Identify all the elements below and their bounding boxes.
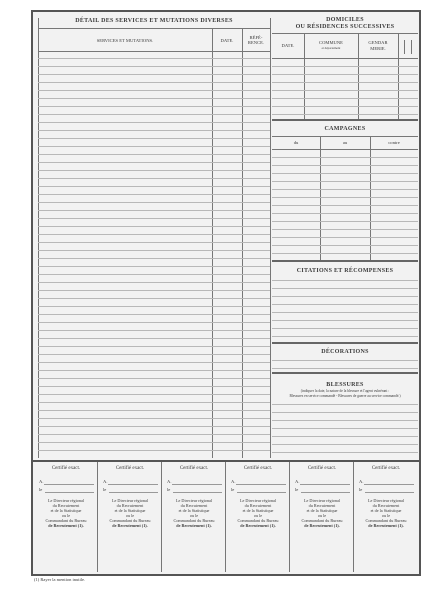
certificate-place-label: A. [39, 479, 44, 484]
certificate-place-line [44, 484, 94, 485]
services-writing-line [38, 394, 270, 395]
certificate-signature-line: et de la Statistique [242, 508, 274, 513]
certificate-signature-block [163, 498, 225, 528]
certificate-signature-line: du Recrutement [308, 503, 336, 508]
citations-bottom-rule [272, 342, 418, 344]
services-writing-line [38, 314, 270, 315]
campagnes-writing-line [272, 197, 418, 198]
certificate-signature-line: ou le [189, 513, 199, 518]
certificate-box [227, 462, 290, 572]
domiciles-commune-header: COMMUNE [319, 40, 343, 45]
campagnes-au-header: au [342, 140, 348, 145]
blessures-title: BLESSURES [326, 382, 364, 388]
domiciles-header-rule [272, 58, 418, 59]
services-header-rule [38, 51, 270, 52]
footnote: (1) Rayer la mention inutile. [34, 577, 86, 582]
services-writing-line [38, 354, 270, 355]
services-right-border [270, 18, 271, 458]
services-writing-line [38, 90, 270, 91]
certificate-signature-block [227, 498, 289, 528]
domiciles-writing-line [272, 66, 418, 67]
certificate-title: Certifié exact. [371, 466, 401, 471]
certificate-place-line [108, 484, 158, 485]
certificate-signature-line: de Recrutement (1). [368, 523, 404, 528]
campagnes-div-2 [370, 136, 371, 260]
certificate-place-line [300, 484, 350, 485]
campagnes-writing-line [272, 245, 418, 246]
campagnes-bottom-rule [272, 260, 418, 262]
certificate-date-label: le [295, 487, 299, 492]
services-writing-line [38, 290, 270, 291]
certificate-date-label: le [39, 487, 43, 492]
certificate-signature-line: de Recrutement (1). [176, 523, 212, 528]
campagnes-writing-line [272, 181, 418, 182]
certificate-date-label: le [167, 487, 171, 492]
services-writing-line [38, 346, 270, 347]
date-column-header: DATE. [220, 38, 234, 43]
services-writing-line [38, 242, 270, 243]
services-writing-line [38, 202, 270, 203]
certificate-signature-line: et de la Statistique [178, 508, 210, 513]
services-writing-line [38, 322, 270, 323]
services-writing-line [38, 218, 270, 219]
services-writing-line [38, 418, 270, 419]
campagnes-title-rule [272, 136, 418, 137]
certificate-signature-line: Commandant du Bureau [365, 518, 407, 523]
campagnes-writing-line [272, 165, 418, 166]
services-writing-line [38, 362, 270, 363]
domiciles-title: DOMICILES [326, 17, 364, 23]
certificate-signature-line: Le Directeur régional [303, 498, 341, 503]
domiciles-subtitle: OU RÉSIDENCES SUCCESSIVES [295, 24, 395, 30]
blessures-note-2: Blessures en service commandé - Blessures de guerre au service commandé.) [289, 394, 401, 398]
services-section-title: DÉTAIL DES SERVICES ET MUTATIONS DIVERSES [75, 18, 233, 24]
domiciles-narrow-column-mark [404, 40, 412, 54]
services-writing-line [38, 434, 270, 435]
certificate-title: Certifié exact. [307, 466, 337, 471]
certificate-date-line [109, 492, 158, 493]
services-writing-line [38, 106, 270, 107]
certificate-signature-line: Le Directeur régional [47, 498, 85, 503]
services-writing-line [38, 82, 270, 83]
certificate-signature-line: de Recrutement (1). [304, 523, 340, 528]
decorations-bottom-rule [272, 372, 418, 374]
certificate-box [99, 462, 162, 572]
certificate-signature-line: du Recrutement [52, 503, 80, 508]
certificate-date-line [365, 492, 414, 493]
citations-writing-line [272, 328, 418, 329]
services-writing-line [38, 266, 270, 267]
certificate-date-line [237, 492, 286, 493]
domiciles-writing-line [272, 114, 418, 115]
certificate-signature-line: et de la Statistique [50, 508, 82, 513]
services-writing-line [38, 282, 270, 283]
citations-writing-line [272, 280, 418, 281]
certificate-signature-line: Le Directeur régional [239, 498, 277, 503]
campagnes-du-header: du [293, 140, 299, 145]
certificate-place-label: A. [103, 479, 108, 484]
certificate-signature-line: Le Directeur régional [111, 498, 149, 503]
certificate-signature-block [291, 498, 353, 528]
domiciles-writing-line [272, 82, 418, 83]
certificate-signature-line: Commandant du Bureau [45, 518, 87, 523]
campagnes-div-1 [320, 136, 321, 260]
blessures-writing-line [272, 452, 418, 453]
certificate-signature-line: Commandant du Bureau [109, 518, 151, 523]
certificate-signature-line: Commandant du Bureau [237, 518, 279, 523]
citations-writing-line [272, 288, 418, 289]
services-title-rule [38, 28, 270, 29]
certificate-signature-line: ou le [125, 513, 135, 518]
certificate-signature-line: ou le [61, 513, 71, 518]
services-writing-line [38, 178, 270, 179]
campagnes-writing-line [272, 253, 418, 254]
blessures-writing-line [272, 420, 418, 421]
decorations-writing-line [272, 360, 418, 361]
certificate-title: Certifié exact. [115, 466, 145, 471]
domiciles-gendarmerie-header: GENDAR [368, 40, 388, 45]
certificate-signature-line: du Recrutement [372, 503, 400, 508]
services-writing-line [38, 138, 270, 139]
citations-writing-line [272, 320, 418, 321]
blessures-writing-line [272, 436, 418, 437]
certificate-signature-block [355, 498, 417, 528]
certificate-place-line [364, 484, 414, 485]
services-writing-line [38, 58, 270, 59]
services-writing-line [38, 450, 270, 451]
services-writing-line [38, 386, 270, 387]
certificate-date-label: le [231, 487, 235, 492]
certificate-date-line [173, 492, 222, 493]
certificate-place-label: A. [359, 479, 364, 484]
citations-title: CITATIONS ET RÉCOMPENSES [296, 268, 394, 274]
campagnes-title: CAMPAGNES [324, 126, 366, 132]
services-writing-line [38, 210, 270, 211]
campagnes-writing-line [272, 221, 418, 222]
campagnes-contre-header: contre [388, 140, 400, 145]
certificate-signature-line: du Recrutement [244, 503, 272, 508]
citations-writing-line [272, 296, 418, 297]
certificate-signature-line: de Recrutement (1). [112, 523, 148, 528]
citations-writing-line [272, 304, 418, 305]
certificate-signature-line: Le Directeur régional [175, 498, 213, 503]
certificate-date-label: le [103, 487, 107, 492]
services-writing-line [38, 122, 270, 123]
campagnes-writing-line [272, 229, 418, 230]
certificate-place-label: A. [231, 479, 236, 484]
certificate-box [35, 462, 98, 572]
services-writing-line [38, 258, 270, 259]
certificate-signature-line: du Recrutement [180, 503, 208, 508]
certificate-signature-block [35, 498, 97, 528]
blessures-writing-line [272, 404, 418, 405]
campagnes-writing-line [272, 213, 418, 214]
services-writing-line [38, 130, 270, 131]
services-writing-line [38, 146, 270, 147]
services-left-border [38, 18, 39, 458]
domiciles-date-header: DATE. [281, 43, 295, 48]
services-writing-line [38, 426, 270, 427]
certificate-signature-line: du Recrutement [116, 503, 144, 508]
certificate-box [163, 462, 226, 572]
certificate-signature-line: de Recrutement (1). [48, 523, 84, 528]
certificate-signature-block [99, 498, 161, 528]
blessures-writing-line [272, 412, 418, 413]
services-writing-line [38, 114, 270, 115]
certificate-title: Certifié exact. [243, 466, 273, 471]
domiciles-writing-line [272, 74, 418, 75]
blessures-writing-line [272, 444, 418, 445]
certificate-place-label: A. [295, 479, 300, 484]
certificate-date-line [301, 492, 350, 493]
certificate-signature-line: ou le [381, 513, 391, 518]
certificate-signature-line: ou le [253, 513, 263, 518]
services-writing-line [38, 226, 270, 227]
domiciles-commune-subheader: et département [321, 46, 341, 50]
certificate-title: Certifié exact. [179, 466, 209, 471]
domiciles-writing-line [272, 98, 418, 99]
services-writing-line [38, 274, 270, 275]
citations-writing-line [272, 312, 418, 313]
services-writing-line [38, 378, 270, 379]
campagnes-writing-line [272, 237, 418, 238]
campagnes-writing-line [272, 173, 418, 174]
campagnes-writing-line [272, 205, 418, 206]
certificate-signature-line: Commandant du Bureau [173, 518, 215, 523]
campagnes-header-rule [272, 149, 418, 150]
citations-writing-line [272, 336, 418, 337]
decorations-title: DÉCORATIONS [321, 349, 369, 355]
services-writing-line [38, 330, 270, 331]
certificate-signature-line: et de la Statistique [370, 508, 402, 513]
certificate-place-line [172, 484, 222, 485]
services-writing-line [38, 410, 270, 411]
certificate-signature-line: ou le [317, 513, 327, 518]
services-writing-line [38, 306, 270, 307]
services-writing-line [38, 194, 270, 195]
domiciles-bottom-rule [272, 119, 418, 121]
domiciles-gendarmerie-header-2: MERIE. [370, 46, 386, 51]
certificate-box [355, 462, 417, 572]
certificate-date-label: le [359, 487, 363, 492]
blessures-note-1: (indiquer la date, la nature de la blessure et l'agent vulnérant : [300, 389, 390, 393]
services-writing-line [38, 66, 270, 67]
services-column-header: SERVICES ET MUTATIONS. [96, 38, 154, 43]
certificate-signature-line: Le Directeur régional [367, 498, 405, 503]
certificate-signature-line: de Recrutement (1). [240, 523, 276, 528]
campagnes-writing-line [272, 189, 418, 190]
domiciles-title-rule [272, 33, 418, 34]
services-writing-line [38, 338, 270, 339]
domiciles-writing-line [272, 90, 418, 91]
services-writing-line [38, 250, 270, 251]
services-writing-line [38, 74, 270, 75]
certificate-date-line [45, 492, 94, 493]
services-writing-line [38, 170, 270, 171]
services-writing-line [38, 402, 270, 403]
reference-column-header: RÉFÉ- RENCE. [247, 35, 265, 46]
services-writing-line [38, 370, 270, 371]
certificate-box [291, 462, 354, 572]
services-writing-line [38, 98, 270, 99]
services-writing-line [38, 234, 270, 235]
certificate-place-label: A. [167, 479, 172, 484]
services-writing-line [38, 186, 270, 187]
services-writing-line [38, 298, 270, 299]
decorations-writing-line [272, 368, 418, 369]
campagnes-writing-line [272, 157, 418, 158]
services-writing-line [38, 154, 270, 155]
certificate-signature-line: et de la Statistique [114, 508, 146, 513]
certificate-title: Certifié exact. [51, 466, 81, 471]
domiciles-writing-line [272, 106, 418, 107]
services-writing-line [38, 162, 270, 163]
certificate-signature-line: et de la Statistique [306, 508, 338, 513]
blessures-writing-line [272, 428, 418, 429]
certificate-place-line [236, 484, 286, 485]
certificate-signature-line: Commandant du Bureau [301, 518, 343, 523]
services-writing-line [38, 442, 270, 443]
